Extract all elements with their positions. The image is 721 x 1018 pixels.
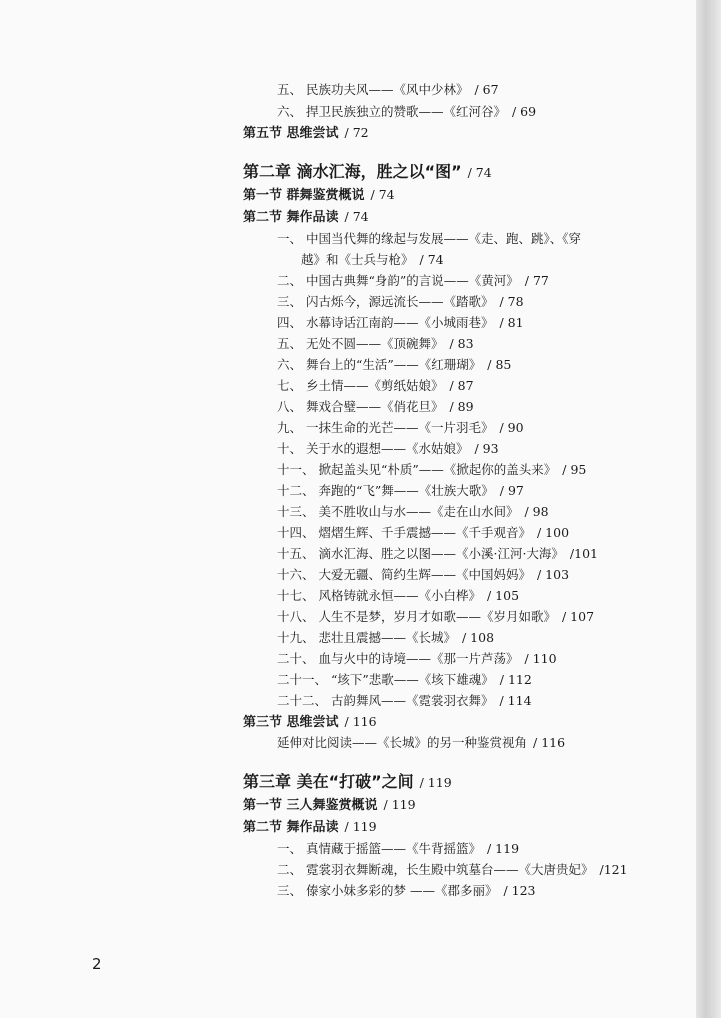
toc-entry bbox=[277, 587, 519, 605]
toc-page-ref: / 83 bbox=[449, 336, 474, 351]
toc-entry bbox=[277, 861, 628, 879]
toc-title: 一、 中国当代舞的缘起与发展——《走、跑、跳》、《穿 bbox=[277, 231, 581, 246]
toc-page-ref: / 85 bbox=[487, 357, 512, 372]
toc-entry bbox=[277, 461, 586, 479]
toc-page-ref: / 87 bbox=[449, 378, 474, 393]
toc-entry bbox=[277, 566, 569, 584]
toc-title: 第二章 滴水汇海，胜之以“图” bbox=[243, 162, 462, 181]
toc-entry bbox=[277, 103, 536, 121]
toc-title: 十七、 风格铸就永恒——《小白桦》 bbox=[277, 588, 481, 603]
toc-page-ref: / 69 bbox=[511, 104, 537, 119]
toc-page-ref: / 74 bbox=[419, 252, 444, 267]
toc-entry bbox=[277, 524, 569, 542]
toc-chapter bbox=[243, 161, 492, 184]
toc-page-ref: / 123 bbox=[503, 883, 536, 898]
toc-title: 十五、 滴水汇海、胜之以图——《小溪·江河·大海》 bbox=[277, 546, 564, 561]
toc-entry bbox=[277, 377, 474, 395]
toc-title: 五、 民族功夫风——《风中少林》 bbox=[277, 82, 469, 97]
toc-page-ref: / 74 bbox=[467, 165, 492, 180]
toc-entry bbox=[277, 293, 524, 311]
toc-section bbox=[243, 124, 369, 143]
toc-title: 十三、 美不胜收山与水——《走在山水间》 bbox=[277, 504, 519, 519]
toc-page-ref: / 105 bbox=[486, 588, 520, 603]
toc-title: 八、 舞戏合璧——《俏花旦》 bbox=[277, 399, 444, 414]
toc-section bbox=[243, 796, 416, 815]
toc-page-ref: / 112 bbox=[499, 672, 532, 687]
toc-page-ref: / 107 bbox=[561, 609, 595, 624]
toc-entry bbox=[277, 419, 524, 437]
toc-page-ref: / 72 bbox=[344, 125, 369, 140]
toc-entry bbox=[277, 734, 565, 752]
toc-page-ref: / 77 bbox=[524, 273, 549, 288]
toc-title: 二、 霓裳羽衣舞断魂，长生殿中筑墓台——《大唐贵妃》 bbox=[277, 862, 594, 877]
toc-section bbox=[243, 818, 377, 837]
toc-title: 二十、 血与火中的诗境——《那一片芦荡》 bbox=[277, 651, 519, 666]
toc-page-ref: / 119 bbox=[344, 819, 377, 834]
page-number: 2 bbox=[92, 955, 102, 973]
toc-page-ref: / 116 bbox=[344, 714, 377, 729]
toc-entry bbox=[277, 272, 549, 290]
toc-page-ref: / 90 bbox=[499, 420, 524, 435]
toc-title: 一、 真情藏于摇篮——《牛背摇篮》 bbox=[277, 841, 481, 856]
toc-title: 二十二、 古韵舞风——《霓裳羽衣舞》 bbox=[277, 693, 494, 708]
toc-section bbox=[243, 208, 369, 227]
toc-title: 第五节 思维尝试 bbox=[243, 126, 339, 141]
toc-page-ref: / 93 bbox=[474, 441, 499, 456]
toc-title: 延伸对比阅读——《长城》的另一种鉴赏视角 bbox=[277, 735, 528, 750]
toc-page-ref: / 116 bbox=[533, 735, 566, 750]
toc-title: 六、 捍卫民族独立的赞歌——《红河谷》 bbox=[277, 104, 506, 119]
toc-section bbox=[243, 186, 395, 205]
toc-title: 十二、 奔跑的“飞”舞——《壮族大歌》 bbox=[277, 483, 494, 498]
toc-page-ref: / 103 bbox=[536, 567, 570, 582]
toc-title: 第一节 群舞鉴赏概说 bbox=[243, 188, 365, 203]
toc-entry bbox=[277, 545, 598, 563]
toc-page-ref: / 108 bbox=[461, 630, 495, 645]
toc-entry bbox=[277, 482, 524, 500]
toc-title: 二、 中国古典舞“身韵”的言说——《黄河》 bbox=[277, 273, 519, 288]
toc-entry bbox=[277, 81, 499, 99]
toc-entry bbox=[301, 251, 444, 269]
toc-page-ref: / 78 bbox=[499, 294, 524, 309]
toc-title: 七、 乡土情——《剪纸姑娘》 bbox=[277, 378, 444, 393]
toc-title: 第二节 舞作品读 bbox=[243, 210, 339, 225]
toc-entry bbox=[277, 335, 474, 353]
toc-page-ref: /101 bbox=[569, 546, 598, 561]
toc-title: 十九、 悲壮且震撼——《长城》 bbox=[277, 630, 456, 645]
toc-title: 越》和《士兵与枪》 bbox=[301, 252, 414, 267]
toc-entry bbox=[277, 629, 494, 647]
toc-title: 十一、 掀起盖头见“朴质”——《掀起你的盖头来》 bbox=[277, 462, 557, 477]
toc-page-ref: / 100 bbox=[536, 525, 570, 540]
toc-title: 十四、 熠熠生辉、千手震撼——《千手观音》 bbox=[277, 525, 531, 540]
toc-entry bbox=[277, 503, 549, 521]
toc-title: 十、 关于水的遐想——《水姑娘》 bbox=[277, 441, 469, 456]
toc-entry bbox=[277, 314, 524, 332]
toc-page-ref: / 119 bbox=[419, 775, 452, 790]
toc-page-ref: / 110 bbox=[524, 651, 557, 666]
toc-entry bbox=[277, 692, 532, 710]
toc-page-ref: / 74 bbox=[370, 187, 395, 202]
toc-page-ref: / 119 bbox=[383, 797, 416, 812]
toc-entry bbox=[277, 230, 581, 248]
toc-entry bbox=[277, 356, 511, 374]
toc-title: 三、 傣家小妹多彩的梦 ——《郡多丽》 bbox=[277, 883, 498, 898]
toc-entry bbox=[277, 882, 536, 900]
toc-entry bbox=[277, 398, 474, 416]
toc-title: 十八、 人生不是梦，岁月才如歌——《岁月如歌》 bbox=[277, 609, 556, 624]
toc-page-ref: / 114 bbox=[499, 693, 532, 708]
toc-page-ref: / 95 bbox=[562, 462, 587, 477]
toc-title: 第一节 三人舞鉴赏概说 bbox=[243, 798, 378, 813]
toc-page-ref: /121 bbox=[599, 862, 628, 877]
toc-title: 六、 舞台上的“生活”——《红珊瑚》 bbox=[277, 357, 482, 372]
toc-entry bbox=[277, 650, 557, 668]
toc-entry bbox=[277, 608, 594, 626]
toc-title: 四、 水幕诗话江南韵——《小城雨巷》 bbox=[277, 315, 494, 330]
toc-page-ref: / 98 bbox=[524, 504, 549, 519]
toc-title: 五、 无处不圆——《顶碗舞》 bbox=[277, 336, 444, 351]
toc-title: 九、 一抹生命的光芒——《一片羽毛》 bbox=[277, 420, 494, 435]
toc-entry bbox=[277, 671, 532, 689]
toc-entry bbox=[277, 840, 519, 858]
toc-title: 第三章 美在“打破”之间 bbox=[243, 772, 414, 791]
toc-title: 三、 闪古烁今，源远流长——《踏歌》 bbox=[277, 294, 494, 309]
toc-title: 二十一、 “垓下”悲歌——《垓下雄魂》 bbox=[277, 672, 494, 687]
toc-chapter bbox=[243, 771, 452, 794]
toc-entry bbox=[277, 440, 499, 458]
toc-page-ref: / 119 bbox=[486, 841, 520, 856]
toc-page-ref: / 97 bbox=[499, 483, 524, 498]
page-edge bbox=[696, 0, 721, 1018]
toc-section bbox=[243, 713, 377, 732]
toc-page-ref: / 81 bbox=[499, 315, 524, 330]
toc-title: 第二节 舞作品读 bbox=[243, 820, 339, 835]
toc-title: 第三节 思维尝试 bbox=[243, 715, 339, 730]
toc-page-ref: / 89 bbox=[449, 399, 474, 414]
toc-page-ref: / 74 bbox=[344, 209, 369, 224]
toc-page-ref: / 67 bbox=[474, 82, 499, 97]
toc-title: 十六、 大爱无疆、简约生辉——《中国妈妈》 bbox=[277, 567, 531, 582]
